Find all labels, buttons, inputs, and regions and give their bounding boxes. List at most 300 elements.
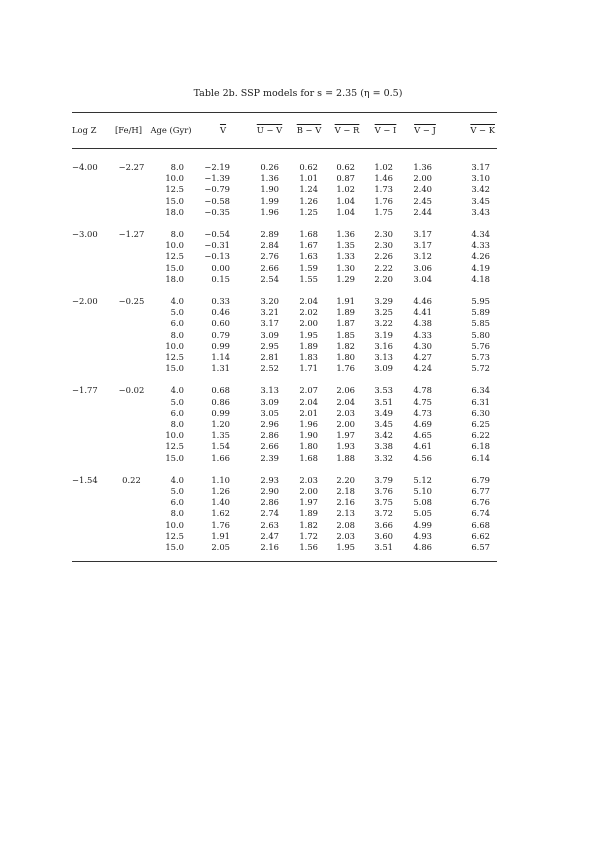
cell-bv: 1.01 bbox=[299, 173, 318, 184]
cell-vr: 2.03 bbox=[336, 530, 355, 541]
cell-feh bbox=[112, 341, 145, 352]
cell-vk: 6.79 bbox=[471, 474, 490, 485]
cell-vr: 1.87 bbox=[336, 318, 355, 329]
cell-vr: 1.80 bbox=[336, 352, 355, 363]
cell-feh bbox=[112, 508, 145, 519]
cell-uv: 2.74 bbox=[260, 508, 279, 519]
cell-vk: 5.85 bbox=[471, 318, 490, 329]
cell-vj: 3.04 bbox=[413, 273, 432, 284]
cell-logz: −1.77 bbox=[72, 385, 98, 396]
cell-logz bbox=[72, 196, 112, 207]
cell-uv: 3.13 bbox=[260, 385, 279, 396]
cell-v: −0.31 bbox=[204, 240, 230, 251]
cell-v: −0.79 bbox=[204, 184, 230, 195]
cell-vk: 5.76 bbox=[471, 340, 490, 351]
cell-vi: 3.25 bbox=[374, 307, 393, 318]
cell-v: 1.14 bbox=[211, 352, 230, 363]
cell-uv: 2.89 bbox=[260, 229, 279, 240]
cell-age: 10.0 bbox=[165, 173, 184, 184]
cell-vk: 4.33 bbox=[471, 240, 490, 251]
cell-vk: 6.14 bbox=[471, 452, 490, 463]
cell-age: 6.0 bbox=[170, 318, 184, 329]
cell-age: 10.0 bbox=[165, 519, 184, 530]
cell-v: −1.39 bbox=[204, 173, 230, 184]
cell-age: 10.0 bbox=[165, 240, 184, 251]
table-header-row bbox=[72, 112, 497, 148]
cell-bv: 1.89 bbox=[299, 340, 318, 351]
cell-vk: 6.30 bbox=[471, 407, 490, 418]
table-row bbox=[72, 419, 497, 430]
cell-vr: 1.36 bbox=[336, 229, 355, 240]
cell-logz bbox=[72, 330, 112, 341]
cell-v: 0.79 bbox=[211, 329, 230, 340]
cell-uv: 1.36 bbox=[260, 173, 279, 184]
cell-logz bbox=[72, 430, 112, 441]
cell-logz bbox=[72, 520, 112, 531]
cell-uv: 2.86 bbox=[260, 430, 279, 441]
cell-logz: −1.54 bbox=[72, 474, 98, 485]
header-uv bbox=[249, 112, 290, 148]
cell-vi: 3.51 bbox=[374, 396, 393, 407]
table-row bbox=[72, 196, 497, 207]
cell-age: 10.0 bbox=[165, 430, 184, 441]
cell-age: 15.0 bbox=[165, 363, 184, 374]
cell-uv: 2.96 bbox=[260, 419, 279, 430]
cell-feh bbox=[112, 397, 145, 408]
cell-logz bbox=[72, 251, 112, 262]
header-vr bbox=[328, 112, 366, 148]
cell-logz bbox=[72, 419, 112, 430]
cell-feh bbox=[112, 196, 145, 207]
table-row bbox=[72, 520, 497, 531]
cell-vj: 1.36 bbox=[413, 162, 432, 172]
cell-logz bbox=[72, 341, 112, 352]
cell-vk: 4.34 bbox=[471, 229, 490, 240]
header-bv bbox=[290, 112, 328, 148]
table-row bbox=[72, 330, 497, 341]
cell-logz bbox=[72, 240, 112, 251]
cell-logz: −3.00 bbox=[72, 229, 98, 240]
cell-uv: 2.86 bbox=[260, 497, 279, 508]
cell-vi: 3.09 bbox=[374, 363, 393, 374]
table-row bbox=[72, 441, 497, 452]
cell-vi: 3.76 bbox=[374, 486, 393, 497]
header-logz: Log Z bbox=[72, 125, 97, 135]
cell-vk: 3.42 bbox=[471, 184, 490, 195]
cell-logz bbox=[72, 263, 112, 274]
cell-v: 0.33 bbox=[211, 296, 230, 307]
cell-v: −2.19 bbox=[204, 162, 230, 172]
cell-vk: 4.26 bbox=[471, 251, 490, 262]
group-spacer bbox=[72, 464, 497, 475]
table-row bbox=[72, 274, 497, 285]
cell-vi: 3.32 bbox=[374, 452, 393, 463]
cell-bv: 2.01 bbox=[299, 407, 318, 418]
cell-uv: 2.90 bbox=[260, 486, 279, 497]
table-row bbox=[72, 173, 497, 184]
cell-vr: 1.29 bbox=[336, 273, 355, 284]
cell-vr: 2.00 bbox=[336, 419, 355, 430]
cell-logz bbox=[72, 531, 112, 542]
cell-v: −0.35 bbox=[204, 206, 230, 217]
table-row bbox=[72, 352, 497, 363]
cell-logz: −4.00 bbox=[72, 162, 98, 172]
cell-vr: 1.88 bbox=[336, 452, 355, 463]
table-caption: Table 2b. SSP models for s = 2.35 (η = 0.5) bbox=[193, 88, 403, 99]
cell-vk: 4.18 bbox=[471, 273, 490, 284]
cell-uv: 2.63 bbox=[260, 519, 279, 530]
cell-vj: 4.38 bbox=[413, 318, 432, 329]
cell-age: 12.5 bbox=[165, 530, 184, 541]
cell-age: 15.0 bbox=[165, 542, 184, 553]
cell-vk: 6.31 bbox=[471, 396, 490, 407]
cell-bv: 0.62 bbox=[299, 162, 318, 172]
cell-vj: 3.12 bbox=[413, 251, 432, 262]
cell-uv: 3.09 bbox=[260, 396, 279, 407]
cell-vk: 6.34 bbox=[471, 385, 490, 396]
cell-vk: 5.80 bbox=[471, 329, 490, 340]
cell-v: −0.13 bbox=[204, 251, 230, 262]
cell-age: 5.0 bbox=[170, 486, 184, 497]
table-row bbox=[72, 508, 497, 519]
cell-v: 0.00 bbox=[211, 262, 230, 273]
cell-bv: 1.97 bbox=[299, 497, 318, 508]
spacer-cell bbox=[72, 285, 497, 296]
cell-vj: 5.10 bbox=[413, 486, 432, 497]
cell-age: 4.0 bbox=[170, 385, 184, 396]
cell-logz bbox=[72, 307, 112, 318]
cell-vk: 3.17 bbox=[471, 162, 490, 172]
cell-v: 1.76 bbox=[211, 519, 230, 530]
header-vr-label: V − R bbox=[334, 125, 360, 135]
cell-vr: 1.95 bbox=[336, 542, 355, 553]
cell-vi: 1.73 bbox=[374, 184, 393, 195]
cell-bv: 2.00 bbox=[299, 486, 318, 497]
table-row bbox=[72, 240, 497, 251]
cell-vj: 5.08 bbox=[413, 497, 432, 508]
cell-feh bbox=[112, 263, 145, 274]
cell-feh bbox=[112, 251, 145, 262]
cell-vj: 3.17 bbox=[413, 229, 432, 240]
cell-uv: 2.47 bbox=[260, 530, 279, 541]
cell-bv: 1.25 bbox=[299, 206, 318, 217]
cell-age: 6.0 bbox=[170, 407, 184, 418]
cell-feh: −1.27 bbox=[118, 229, 145, 240]
cell-feh bbox=[112, 240, 145, 251]
cell-bv: 1.89 bbox=[299, 508, 318, 519]
cell-vi: 1.02 bbox=[374, 162, 393, 172]
cell-bv: 2.00 bbox=[299, 318, 318, 329]
cell-feh bbox=[112, 486, 145, 497]
cell-logz bbox=[72, 352, 112, 363]
cell-vj: 3.06 bbox=[413, 262, 432, 273]
cell-vr: 2.06 bbox=[336, 385, 355, 396]
cell-bv: 1.80 bbox=[299, 441, 318, 452]
cell-uv: 2.66 bbox=[260, 262, 279, 273]
cell-v: 1.35 bbox=[211, 430, 230, 441]
cell-vr: 1.93 bbox=[336, 441, 355, 452]
cell-vi: 2.22 bbox=[374, 262, 393, 273]
cell-logz bbox=[72, 486, 112, 497]
cell-vi: 3.45 bbox=[374, 419, 393, 430]
cell-feh bbox=[112, 542, 145, 553]
table-row bbox=[72, 263, 497, 274]
cell-vi: 1.76 bbox=[374, 195, 393, 206]
cell-vr: 2.18 bbox=[336, 486, 355, 497]
cell-vj: 4.41 bbox=[413, 307, 432, 318]
cell-vr: 1.82 bbox=[336, 340, 355, 351]
cell-vj: 2.40 bbox=[413, 184, 432, 195]
cell-v: 0.99 bbox=[211, 407, 230, 418]
table-row bbox=[72, 542, 497, 553]
cell-feh bbox=[112, 173, 145, 184]
cell-age: 15.0 bbox=[165, 452, 184, 463]
cell-uv: 1.90 bbox=[260, 184, 279, 195]
cell-vr: 1.35 bbox=[336, 240, 355, 251]
cell-bv: 2.03 bbox=[299, 474, 318, 485]
cell-bv: 1.83 bbox=[299, 352, 318, 363]
cell-feh bbox=[112, 419, 145, 430]
cell-bv: 1.59 bbox=[299, 262, 318, 273]
cell-feh bbox=[112, 520, 145, 531]
cell-feh bbox=[112, 184, 145, 195]
table-row bbox=[72, 296, 497, 307]
cell-logz bbox=[72, 453, 112, 464]
cell-uv: 2.66 bbox=[260, 441, 279, 452]
cell-uv: 1.99 bbox=[260, 195, 279, 206]
cell-vr: 1.04 bbox=[336, 195, 355, 206]
cell-vj: 4.56 bbox=[413, 452, 432, 463]
cell-vj: 4.24 bbox=[413, 363, 432, 374]
cell-vk: 6.76 bbox=[471, 497, 490, 508]
cell-age: 12.5 bbox=[165, 441, 184, 452]
cell-vr: 0.62 bbox=[336, 162, 355, 172]
cell-vj: 4.99 bbox=[413, 519, 432, 530]
cell-vj: 3.17 bbox=[413, 240, 432, 251]
cell-bv: 1.95 bbox=[299, 329, 318, 340]
cell-vr: 2.03 bbox=[336, 407, 355, 418]
cell-bv: 1.96 bbox=[299, 419, 318, 430]
bottom-rule bbox=[72, 561, 497, 562]
cell-bv: 1.63 bbox=[299, 251, 318, 262]
cell-vi: 3.19 bbox=[374, 329, 393, 340]
cell-v: 0.99 bbox=[211, 340, 230, 351]
cell-vr: 2.08 bbox=[336, 519, 355, 530]
cell-logz bbox=[72, 497, 112, 508]
cell-vk: 5.73 bbox=[471, 352, 490, 363]
cell-logz bbox=[72, 363, 112, 374]
cell-feh bbox=[112, 318, 145, 329]
cell-vj: 4.27 bbox=[413, 352, 432, 363]
cell-vi: 1.46 bbox=[374, 173, 393, 184]
cell-v: 1.20 bbox=[211, 419, 230, 430]
cell-vr: 2.16 bbox=[336, 497, 355, 508]
cell-vr: 1.91 bbox=[336, 296, 355, 307]
cell-vi: 3.49 bbox=[374, 407, 393, 418]
cell-vr: 1.30 bbox=[336, 262, 355, 273]
cell-uv: 1.96 bbox=[260, 206, 279, 217]
cell-vj: 5.05 bbox=[413, 508, 432, 519]
cell-bv: 2.07 bbox=[299, 385, 318, 396]
cell-uv: 2.76 bbox=[260, 251, 279, 262]
cell-age: 12.5 bbox=[165, 251, 184, 262]
cell-uv: 2.81 bbox=[260, 352, 279, 363]
cell-age: 5.0 bbox=[170, 307, 184, 318]
cell-age: 6.0 bbox=[170, 497, 184, 508]
cell-vi: 2.20 bbox=[374, 273, 393, 284]
cell-v: 1.62 bbox=[211, 508, 230, 519]
spacer-cell bbox=[72, 218, 497, 229]
cell-feh bbox=[112, 352, 145, 363]
cell-bv: 2.04 bbox=[299, 296, 318, 307]
table-row bbox=[72, 475, 497, 486]
spacer-cell bbox=[72, 374, 497, 385]
cell-vr: 1.89 bbox=[336, 307, 355, 318]
cell-age: 8.0 bbox=[170, 229, 184, 240]
cell-age: 15.0 bbox=[165, 195, 184, 206]
cell-vi: 3.75 bbox=[374, 497, 393, 508]
cell-uv: 2.16 bbox=[260, 542, 279, 553]
cell-vk: 5.89 bbox=[471, 307, 490, 318]
cell-bv: 1.68 bbox=[299, 452, 318, 463]
cell-vi: 3.53 bbox=[374, 385, 393, 396]
cell-bv: 1.26 bbox=[299, 195, 318, 206]
cell-v: 0.46 bbox=[211, 307, 230, 318]
cell-v: −0.58 bbox=[204, 195, 230, 206]
cell-logz bbox=[72, 173, 112, 184]
cell-vk: 3.10 bbox=[471, 173, 490, 184]
table-row bbox=[72, 207, 497, 218]
cell-bv: 1.67 bbox=[299, 240, 318, 251]
cell-vk: 5.72 bbox=[471, 363, 490, 374]
cell-v: 2.05 bbox=[211, 542, 230, 553]
table-row bbox=[72, 184, 497, 195]
cell-vj: 2.44 bbox=[413, 206, 432, 217]
group-spacer bbox=[72, 148, 497, 162]
cell-logz bbox=[72, 397, 112, 408]
cell-age: 15.0 bbox=[165, 262, 184, 273]
cell-vj: 4.61 bbox=[413, 441, 432, 452]
header-bv-label: B − V bbox=[296, 125, 322, 135]
ssp-models-table bbox=[72, 112, 497, 553]
cell-uv: 2.39 bbox=[260, 452, 279, 463]
cell-vi: 2.26 bbox=[374, 251, 393, 262]
cell-uv: 2.93 bbox=[260, 474, 279, 485]
cell-uv: 3.09 bbox=[260, 329, 279, 340]
cell-v: 1.54 bbox=[211, 441, 230, 452]
cell-v: 1.40 bbox=[211, 497, 230, 508]
cell-bv: 1.55 bbox=[299, 273, 318, 284]
cell-v: −0.54 bbox=[204, 229, 230, 240]
cell-age: 4.0 bbox=[170, 474, 184, 485]
cell-vi: 2.30 bbox=[374, 240, 393, 251]
cell-logz bbox=[72, 441, 112, 452]
cell-vi: 3.72 bbox=[374, 508, 393, 519]
cell-v: 1.66 bbox=[211, 452, 230, 463]
cell-v: 0.60 bbox=[211, 318, 230, 329]
cell-vk: 3.45 bbox=[471, 195, 490, 206]
header-uv-label: U − V bbox=[256, 125, 283, 135]
cell-feh bbox=[112, 531, 145, 542]
cell-bv: 1.56 bbox=[299, 542, 318, 553]
cell-vi: 3.79 bbox=[374, 474, 393, 485]
header-vi-label: V − I bbox=[374, 125, 397, 135]
cell-feh bbox=[112, 363, 145, 374]
cell-uv: 2.52 bbox=[260, 363, 279, 374]
cell-logz bbox=[72, 274, 112, 285]
table-row bbox=[72, 162, 497, 173]
cell-uv: 3.17 bbox=[260, 318, 279, 329]
cell-feh bbox=[112, 330, 145, 341]
cell-vi: 3.60 bbox=[374, 530, 393, 541]
cell-feh bbox=[112, 207, 145, 218]
cell-vj: 4.78 bbox=[413, 385, 432, 396]
table-row bbox=[72, 341, 497, 352]
cell-vk: 6.18 bbox=[471, 441, 490, 452]
cell-vk: 6.62 bbox=[471, 530, 490, 541]
header-vk-label: V − K bbox=[470, 125, 495, 135]
cell-vr: 2.20 bbox=[336, 474, 355, 485]
cell-vk: 6.25 bbox=[471, 419, 490, 430]
cell-vk: 5.95 bbox=[471, 296, 490, 307]
header-v bbox=[197, 112, 249, 148]
cell-vk: 6.22 bbox=[471, 430, 490, 441]
cell-age: 8.0 bbox=[170, 508, 184, 519]
table-row bbox=[72, 408, 497, 419]
cell-vi: 3.42 bbox=[374, 430, 393, 441]
cell-vj: 5.12 bbox=[413, 474, 432, 485]
cell-feh bbox=[112, 307, 145, 318]
header-vj bbox=[405, 112, 445, 148]
table-row bbox=[72, 453, 497, 464]
cell-bv: 2.02 bbox=[299, 307, 318, 318]
cell-vk: 4.19 bbox=[471, 262, 490, 273]
cell-bv: 1.68 bbox=[299, 229, 318, 240]
cell-feh bbox=[112, 453, 145, 464]
cell-vi: 3.22 bbox=[374, 318, 393, 329]
cell-vj: 4.73 bbox=[413, 407, 432, 418]
group-spacer bbox=[72, 374, 497, 385]
table-row bbox=[72, 397, 497, 408]
cell-age: 8.0 bbox=[170, 329, 184, 340]
table-row bbox=[72, 385, 497, 396]
spacer-cell bbox=[72, 148, 497, 162]
cell-vj: 4.86 bbox=[413, 542, 432, 553]
cell-uv: 3.05 bbox=[260, 407, 279, 418]
cell-uv: 3.20 bbox=[260, 296, 279, 307]
table-row bbox=[72, 307, 497, 318]
cell-vj: 2.00 bbox=[413, 173, 432, 184]
cell-v: 0.15 bbox=[211, 273, 230, 284]
cell-feh: −2.27 bbox=[118, 162, 145, 172]
cell-age: 5.0 bbox=[170, 396, 184, 407]
table-row bbox=[72, 251, 497, 262]
cell-v: 1.31 bbox=[211, 363, 230, 374]
cell-age: 12.5 bbox=[165, 184, 184, 195]
cell-vr: 2.13 bbox=[336, 508, 355, 519]
cell-age: 4.0 bbox=[170, 296, 184, 307]
cell-feh: −0.02 bbox=[118, 385, 145, 396]
cell-age: 8.0 bbox=[170, 419, 184, 430]
cell-logz bbox=[72, 408, 112, 419]
cell-feh: −0.25 bbox=[118, 296, 145, 307]
cell-logz bbox=[72, 508, 112, 519]
cell-feh bbox=[112, 408, 145, 419]
cell-feh bbox=[112, 274, 145, 285]
cell-age: 18.0 bbox=[165, 273, 184, 284]
header-age: Age (Gyr) bbox=[150, 125, 192, 135]
cell-logz: −2.00 bbox=[72, 296, 98, 307]
